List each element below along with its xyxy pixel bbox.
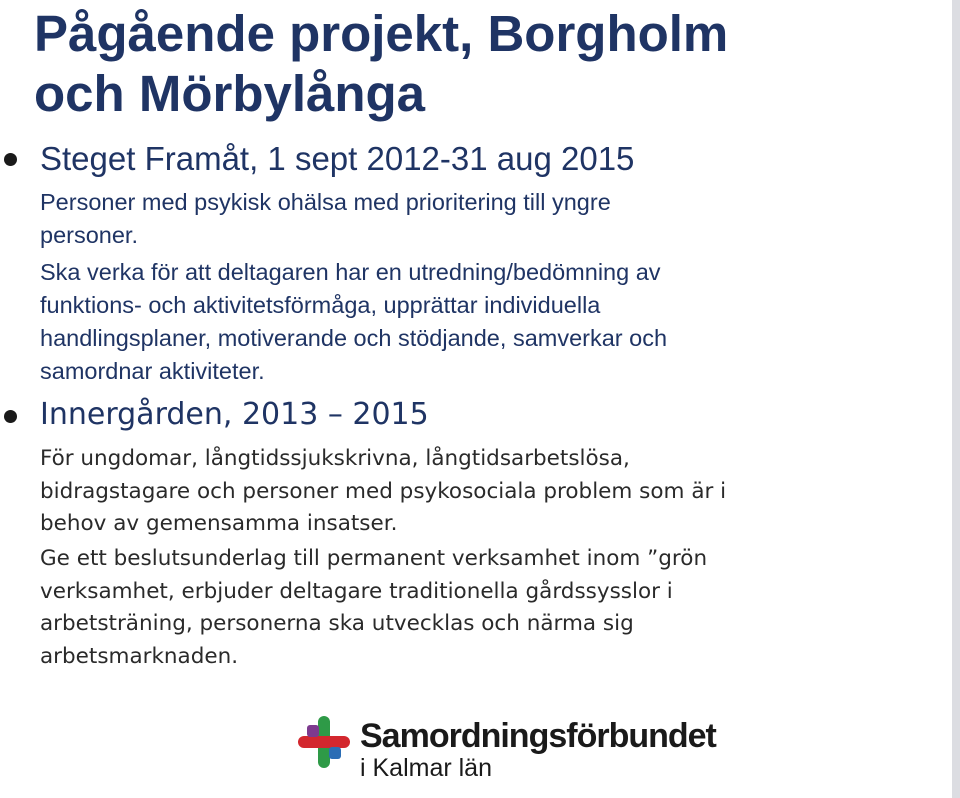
- project-1-description: [40, 256, 840, 388]
- project-2-target-line: behov av gemensamma insatser.: [40, 511, 398, 536]
- slide-edge-bar: [952, 0, 960, 798]
- logo-cross-icon: [298, 716, 350, 768]
- project-2-description-line: arbetsmarknaden.: [40, 643, 239, 669]
- project-2-description-line: Ge ett beslutsunderlag till permanent verksamhet inom ”grön: [40, 546, 708, 571]
- project-1-heading: Steget Framåt, 1 sept 2012-31 aug 2015: [40, 140, 635, 177]
- project-2-target-line: bidragstagare och personer med psykosociala problem som är i: [40, 478, 727, 504]
- project-1-target-line: Personer med psykisk ohälsa med prioritering till yngre: [40, 189, 611, 215]
- project-1-target-group: [40, 186, 840, 252]
- project-1-description-line: handlingsplaner, motiverande och stödjande, samverkar och: [40, 325, 668, 351]
- title-line-1: Pågående projekt, Borgholm: [34, 5, 729, 62]
- project-1-target-line: personer.: [40, 222, 138, 248]
- project-1-description-line: Ska verka för att deltagaren har en utredning/bedömning av: [40, 259, 661, 285]
- title-line-2: och Mörbylånga: [34, 65, 426, 122]
- project-1-description-line: funktions- och aktivitetsförmåga, upprättar individuella: [40, 292, 601, 318]
- slide-title: [34, 4, 944, 124]
- project-1-description-line: samordnar aktiviteter.: [40, 358, 265, 384]
- project-2-description-line: verksamhet, erbjuder deltagare traditionella gårdssysslor i: [40, 578, 673, 604]
- project-2-target-group: [40, 443, 940, 541]
- samordningsforbundet-logo: [298, 716, 716, 782]
- project-2-description-line: arbetsträning, personerna ska utvecklas och närma sig: [40, 611, 634, 636]
- logo-name: Samordningsförbundet: [360, 717, 716, 755]
- bullet-project-1-icon: [4, 153, 17, 166]
- project-2-heading: Innergården, 2013 – 2015: [40, 397, 429, 432]
- bullet-project-2-icon: [4, 410, 17, 423]
- project-2-target-line: För ungdomar, långtidssjukskrivna, långtidsarbetslösa,: [40, 446, 630, 471]
- logo-subtitle: i Kalmar län: [360, 754, 492, 782]
- project-2-description: [40, 543, 940, 673]
